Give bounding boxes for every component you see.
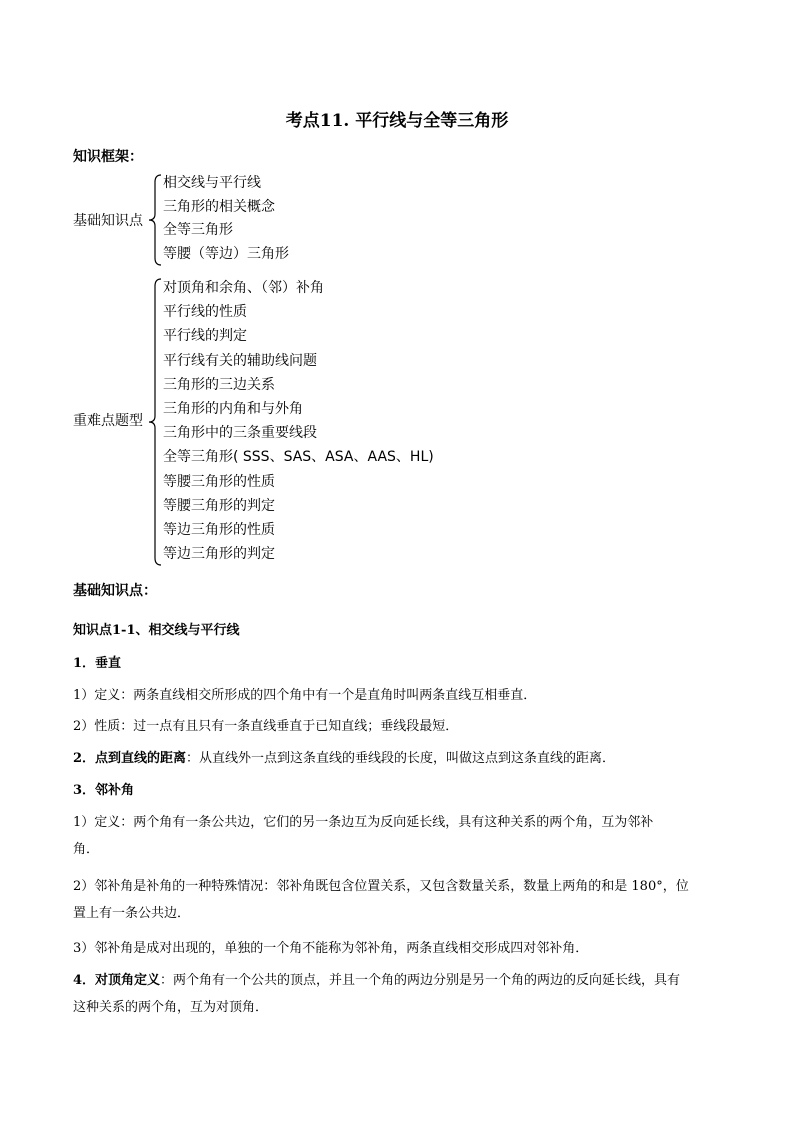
list-item: 等边三角形的判定 [163,546,275,563]
section-3-point-2 [73,873,733,927]
framework-basics-label: 基础知识点 [73,213,143,229]
knowledge-point-title-text: 知识点1-1、相交线与平行线 [73,623,240,638]
section-1-title [73,650,733,677]
section-1-definition: 1）定义：两条直线相交所形成的四个角中有一个是直角时叫两条直线互相垂直． [73,688,537,703]
framework-heading: 知识框架： [73,149,143,165]
brace-icon [147,174,163,266]
list-item: 平行线的性质 [163,304,247,321]
list-item: 等边三角形的性质 [163,522,275,539]
knowledge-point-title [73,617,733,644]
section-3-point-3: 3）邻补角是成对出现的，单独的一个角不能称为邻补角，两条直线相交形成四对邻补角． [73,941,589,956]
list-item: 平行线有关的辅助线问题 [163,352,317,369]
framework-basics [73,172,473,270]
framework-basics-list [163,172,289,266]
section-3-definition-line-1: 1）定义：两个角有一条公共边，它们的另一条边互为反向延长线，具有这种关系的两个角，互为邻补 [73,815,654,830]
list-item: 三角形的三边关系 [163,376,275,393]
section-1-property: 2）性质：过一点有且只有一条直线垂直于已知直线；垂线段最短． [73,719,459,734]
section-2-text: ：从直线外一点到这条直线的垂线段的长度，叫做这点到这条直线的距离． [186,751,616,766]
list-item: 全等三角形( SSS、SAS、ASA、AAS、HL) [163,449,434,466]
list-item: 等腰三角形的判定 [163,497,275,514]
list-item: 等腰（等边）三角形 [163,245,289,262]
section-3-point-2-line-1: 2）邻补角是补角的一种特殊情况：邻补角既包含位置关系，又包含数量关系，数量上两角的和是 180°，位 [73,879,689,894]
list-item: 相交线与平行线 [163,175,261,191]
list-item: 三角形中的三条重要线段 [163,425,317,442]
list-item: 三角形的相关概念 [163,198,275,215]
section-1-title-text: 1．垂直 [73,656,122,671]
section-3-title-text: 3．邻补角 [73,783,135,798]
list-item: 全等三角形 [163,222,233,238]
list-item: 平行线的判定 [163,328,247,345]
list-item: 对顶角和余角、（邻）补角 [163,280,324,296]
section-2-title: 2．点到直线的距离 [73,751,187,766]
section-4-paragraph [73,967,733,1021]
framework-key-types [73,276,533,570]
framework-key-types-list [163,276,434,566]
list-item: 等腰三角形的性质 [163,473,275,490]
brace-icon [147,278,163,566]
section-3-definition [73,809,733,863]
section-3-title [73,777,733,804]
section-3-definition-line-2: 角． [73,842,100,857]
section-4-text-line-1: ：两个角有一个公共的顶点，并且一个角的两边分别是另一个角的两边的反向延长线，具有 [160,973,681,988]
section-4-text-line-2: 这种关系的两个角，互为对顶角． [73,1000,269,1015]
section-2-paragraph [73,745,733,772]
list-item: 三角形的内角和与外角 [163,401,303,418]
page-title: 考点11. 平行线与全等三角形 [285,111,509,131]
basics-heading: 基础知识点： [73,583,157,599]
section-3-point-2-line-2: 置上有一条公共边． [73,906,191,921]
framework-key-types-label: 重难点题型 [73,413,143,429]
section-4-title: 4．对顶角定义 [73,973,161,988]
